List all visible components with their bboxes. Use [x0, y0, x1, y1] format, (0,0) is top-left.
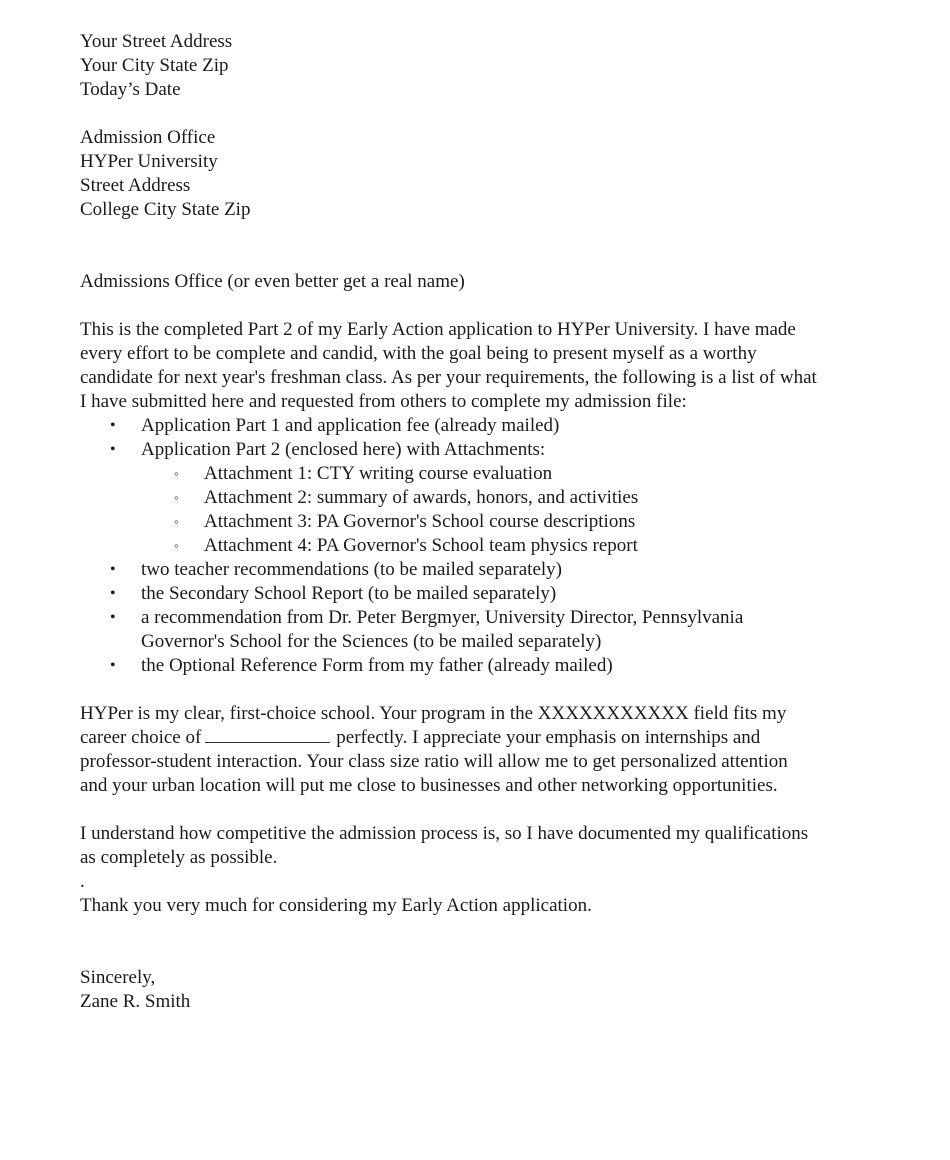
bullet-icon: • [110, 417, 116, 434]
signature-name: Zane R. Smith [80, 991, 191, 1012]
recipient-university: HYPer University [80, 151, 218, 172]
attachment-item [141, 510, 910, 534]
choice-line-end: perfectly. I appreciate your emphasis on internships and [336, 727, 761, 748]
list-item-text: a recommendation from Dr. Peter Bergmyer, University Director, Pennsylvania [141, 607, 744, 628]
letter-page [80, 30, 910, 1014]
sender-street: Your Street Address [80, 31, 233, 52]
submitted-items-list [80, 414, 910, 678]
list-item-text: Governor's School for the Sciences (to be mailed separately) [141, 631, 602, 652]
career-blank [205, 726, 330, 743]
list-item [80, 414, 910, 438]
signature-block [80, 966, 910, 1014]
attachment-text: Attachment 3: PA Governor's School course descriptions [204, 511, 636, 532]
recipient-city-state-zip: College City State Zip [80, 199, 251, 220]
bullet-icon: • [110, 585, 116, 602]
list-item-text: Application Part 1 and application fee (already mailed) [141, 415, 560, 436]
hollow-bullet-icon: ◦ [174, 538, 179, 553]
choice-paragraph [80, 702, 910, 798]
list-item-text: the Secondary School Report (to be mailed separately) [141, 583, 557, 604]
bullet-icon: • [110, 561, 116, 578]
competitive-line: as completely as possible. [80, 847, 278, 868]
attachment-text: Attachment 1: CTY writing course evaluation [204, 463, 553, 484]
competitive-paragraph [80, 822, 910, 870]
choice-line: HYPer is my clear, first-choice school. Your program in the XXXXXXXXXXX field fits my [80, 703, 787, 724]
choice-line [80, 726, 910, 750]
choice-line: and your urban location will put me close to businesses and other networking opportunities. [80, 775, 778, 796]
recipient-address [80, 126, 910, 222]
bullet-icon: • [110, 657, 116, 674]
intro-paragraph [80, 318, 910, 414]
list-item [80, 606, 910, 654]
recipient-office: Admission Office [80, 127, 216, 148]
competitive-line: I understand how competitive the admission process is, so I have documented my qualifications [80, 823, 809, 844]
list-item-text: the Optional Reference Form from my father (already mailed) [141, 655, 613, 676]
list-item-text: two teacher recommendations (to be mailed separately) [141, 559, 562, 580]
thanks-line: Thank you very much for considering my Early Action application. [80, 895, 592, 916]
bullet-icon: • [110, 441, 116, 458]
choice-line: professor-student interaction. Your class size ratio will allow me to get personalized attention [80, 751, 788, 772]
hollow-bullet-icon: ◦ [174, 490, 179, 505]
bullet-icon: • [110, 609, 116, 626]
attachment-text: Attachment 4: PA Governor's School team physics report [204, 535, 638, 556]
attachments-list [141, 462, 910, 558]
letter-date: Today’s Date [80, 79, 181, 100]
list-item [80, 654, 910, 678]
hollow-bullet-icon: ◦ [174, 466, 179, 481]
stray-dot: . [80, 871, 85, 892]
list-item [80, 582, 910, 606]
intro-line: candidate for next year's freshman class. As per your requirements, the following is a list of what [80, 367, 817, 388]
attachment-text: Attachment 2: summary of awards, honors, and activities [204, 487, 639, 508]
sender-address [80, 30, 910, 102]
attachment-item [141, 462, 910, 486]
list-item-text: Application Part 2 (enclosed here) with Attachments: [141, 439, 546, 460]
attachment-item [141, 534, 910, 558]
intro-line: every effort to be complete and candid, with the goal being to present myself as a worthy [80, 343, 757, 364]
salutation: Admissions Office (or even better get a real name) [80, 271, 465, 292]
intro-line: I have submitted here and requested from others to complete my admission file: [80, 391, 687, 412]
choice-line-start: career choice of [80, 727, 202, 748]
list-item [80, 438, 910, 558]
attachment-item [141, 486, 910, 510]
closing: Sincerely, [80, 967, 156, 988]
sender-city-state-zip: Your City State Zip [80, 55, 229, 76]
recipient-street: Street Address [80, 175, 191, 196]
intro-line: This is the completed Part 2 of my Early Action application to HYPer University. I have made [80, 319, 796, 340]
hollow-bullet-icon: ◦ [174, 514, 179, 529]
list-item [80, 558, 910, 582]
